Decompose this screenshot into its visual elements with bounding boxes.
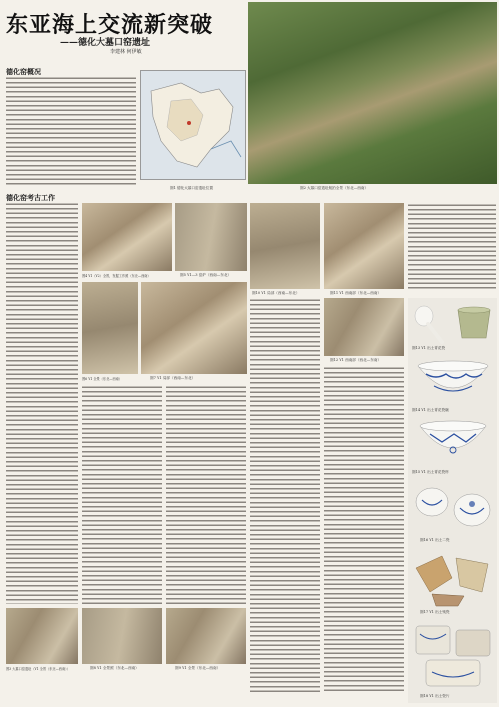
celadon-cup-image bbox=[454, 304, 494, 344]
excavation-photo-3 bbox=[6, 608, 78, 664]
page-title: 东亚海上交流新突破 bbox=[6, 12, 214, 38]
figure-caption-15: 图15 Y1 出土青花瓷杯 bbox=[412, 470, 449, 474]
blue-white-bowl-image bbox=[412, 356, 494, 406]
excavation-photo-7 bbox=[141, 282, 247, 374]
figure-caption-7: 图7 Y1 局部（西南—东北） bbox=[150, 376, 196, 380]
excavation-photo-12 bbox=[324, 298, 404, 356]
figure-caption-10: 图10 Y1 局部（西南—东北） bbox=[252, 291, 300, 295]
overview-text bbox=[6, 76, 136, 186]
porcelain-fragment-images bbox=[412, 620, 494, 692]
figure-caption-4: 图4 Y1（Y2）全景，发掘工作照（东北—西南） bbox=[82, 274, 151, 278]
byline: 李建林 何伊敏 bbox=[110, 49, 142, 55]
section-heading-work: 德化窑考古工作 bbox=[6, 193, 55, 202]
figure-caption-16: 图16 Y1 出土二瓷 bbox=[420, 538, 450, 542]
figure-caption-18: 图18 Y1 出土瓷片 bbox=[420, 694, 450, 698]
figure-caption-17: 图17 Y1 出土残瓷 bbox=[420, 610, 450, 614]
work-text-col6 bbox=[324, 366, 404, 694]
work-text-col4 bbox=[408, 203, 496, 289]
figure-caption-1: 图1 德化大墓口窑遗址位置 bbox=[170, 186, 213, 190]
blue-white-bowl-2-image bbox=[412, 418, 494, 468]
figure-caption-11: 图11 Y1 西南部（东北—西南） bbox=[330, 291, 382, 295]
excavation-photo-11 bbox=[324, 203, 404, 289]
excavation-photo-6 bbox=[82, 282, 138, 374]
figure-caption-5: 图5 Y1—3 窑炉（西南—东北） bbox=[180, 273, 232, 277]
section-heading-overview: 德化窑概况 bbox=[6, 67, 41, 76]
figure-caption-9: 图9 Y1 全景（东北—西南） bbox=[175, 666, 221, 670]
figure-caption-13: 图13 Y1 出土青花瓷 bbox=[412, 346, 446, 350]
work-text-col2 bbox=[82, 385, 162, 605]
figure-caption-12: 图12 Y1 西南部（西北—东南） bbox=[330, 358, 382, 362]
figure-caption-2: 图2 大墓口窑遗址航拍全景（东北—西南） bbox=[300, 186, 369, 190]
work-text-col5 bbox=[250, 298, 320, 694]
work-text-col3 bbox=[166, 385, 246, 605]
figure-caption-14: 图14 Y1 出土青花瓷碗 bbox=[412, 408, 449, 412]
porcelain-spoon-image bbox=[412, 304, 448, 344]
page-subtitle: ——德化大墓口窑遗址 bbox=[60, 38, 151, 48]
porcelain-shard-images bbox=[412, 548, 494, 608]
aerial-photo bbox=[248, 2, 497, 184]
location-map bbox=[140, 70, 246, 180]
figure-caption-6: 图6 Y1 全景（东北—西南） bbox=[82, 377, 123, 381]
excavation-photo-10 bbox=[250, 203, 320, 289]
excavation-photo-4 bbox=[82, 203, 172, 271]
small-dish-images bbox=[412, 480, 494, 536]
figure-caption-3: 图3 大墓口窑遗址（Y1 全景（东北—西南）） bbox=[6, 667, 70, 671]
excavation-photo-8 bbox=[82, 608, 162, 664]
work-text-col1 bbox=[6, 202, 78, 604]
excavation-photo-9 bbox=[166, 608, 246, 664]
excavation-photo-5 bbox=[175, 203, 247, 271]
figure-caption-8: 图8 Y1 全景照（东北—西南） bbox=[90, 666, 139, 670]
